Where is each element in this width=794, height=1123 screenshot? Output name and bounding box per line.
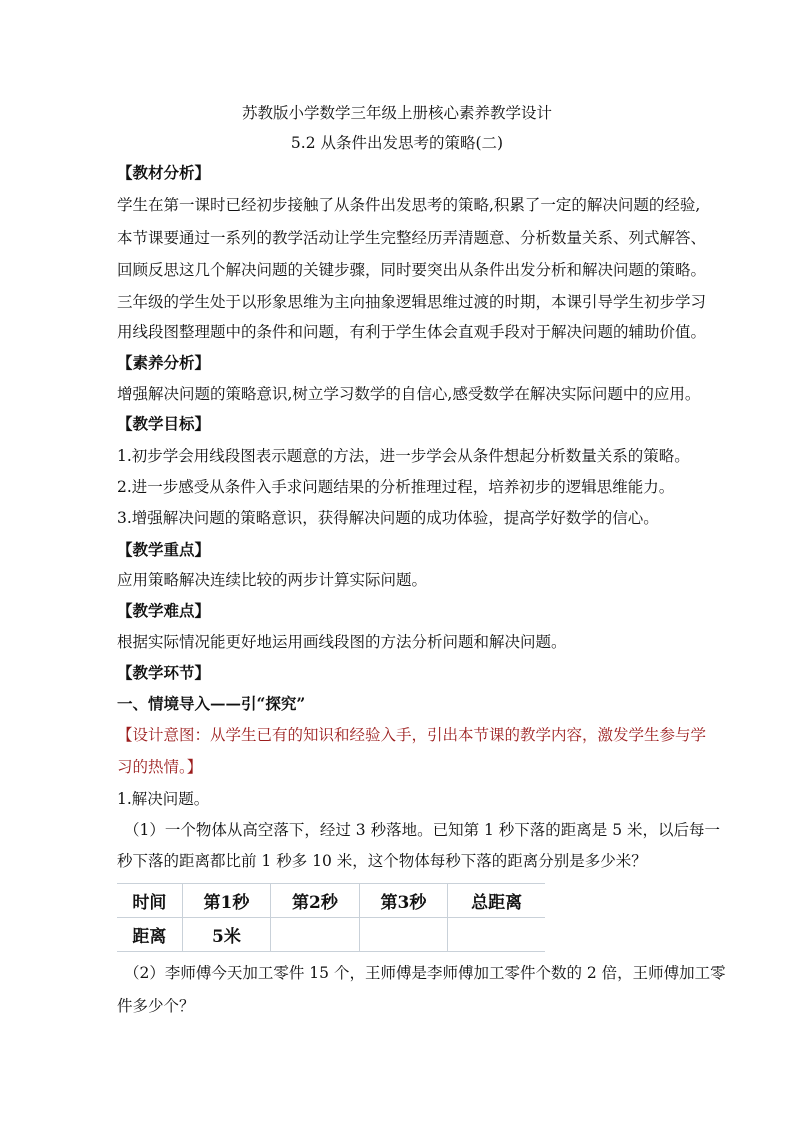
section-heading-key: 【教学重点】 [117,540,211,559]
table-cell: 距离 [117,918,182,952]
table-header-cell: 第3秒 [359,884,448,918]
table-row [117,918,545,952]
analysis-line: 回顾反思这几个解决问题的关键步骤，同时要突出从条件出发分析和解决问题的策略。 [117,261,707,279]
difficulty-line: 根据实际情况能更好地运用画线段图的方法分析问题和解决问题。 [117,633,567,651]
analysis-line: 用线段图整理题中的条件和问题，有利于学生体会直观手段对于解决问题的辅助价值。 [117,323,707,341]
table-header-cell: 第2秒 [271,884,360,918]
table-header-cell: 第1秒 [182,884,271,918]
key-line: 应用策略解决连续比较的两步计算实际问题。 [117,571,428,589]
table-header-cell: 总距离 [448,884,545,918]
table-cell [271,918,360,952]
analysis-line: 本节课要通过一系列的教学活动让学生完整经历弄清题意、分析数量关系、列式解答、 [117,229,707,247]
analysis-line: 学生在第一课时已经初步接触了从条件出发思考的策略,积累了一定的解决问题的经验, [117,196,701,214]
problem1-line: 秒下落的距离都比前 1 秒多 10 米，这个物体每秒下落的距离分别是多少米？ [117,852,647,870]
table-cell [359,918,448,952]
design-intent-line: 习的热情。】 [117,758,203,776]
goal-item: 3.增强解决问题的策略意识，获得解决问题的成功体验，提高学好数学的信心。 [117,509,659,527]
problem1-line: （1）一个物体从高空落下，经过 3 秒落地。已知第 1 秒下落的距离是 5 米，以后每一 [124,821,721,839]
goal-item: 2.进一步感受从条件入手求问题结果的分析推理过程，培养初步的逻辑思维能力。 [117,478,675,496]
document-title: 苏教版小学数学三年级上册核心素养教学设计 [241,104,552,122]
goal-item: 1.初步学会用线段图表示题意的方法，进一步学会从条件想起分析数量关系的策略。 [117,447,690,465]
part1-heading: 一、情境导入——引“探究” [117,694,306,713]
section-heading-literacy: 【素养分析】 [117,353,211,372]
section-heading-analysis: 【教材分析】 [117,163,211,182]
section-heading-difficulty: 【教学难点】 [117,601,211,620]
falling-distance-table [117,883,545,952]
problem2-line: 件多少个？ [117,997,195,1015]
task-label: 1.解决问题。 [117,790,210,808]
table-header-cell: 时间 [117,884,182,918]
section-heading-goals: 【教学目标】 [117,414,211,433]
table-cell [448,918,545,952]
table-header-row [117,884,545,918]
table-cell: 5米 [182,918,271,952]
analysis-line: 三年级的学生处于以形象思维为主向抽象逻辑思维过渡的时期，本课引导学生初步学习 [117,293,707,311]
problem2-line: （2）李师傅今天加工零件 15 个，王师傅是李师傅加工零件个数的 2 倍，王师傅加工零 [124,964,726,982]
literacy-line: 增强解决问题的策略意识,树立学习数学的自信心,感受数学在解决实际问题中的应用。 [117,385,701,403]
section-heading-process: 【教学环节】 [117,663,211,682]
document-subtitle: 5.2 从条件出发思考的策略(二) [290,134,504,152]
design-intent-line: 【设计意图：从学生已有的知识和经验入手，引出本节课的教学内容，激发学生参与学 [117,726,707,744]
